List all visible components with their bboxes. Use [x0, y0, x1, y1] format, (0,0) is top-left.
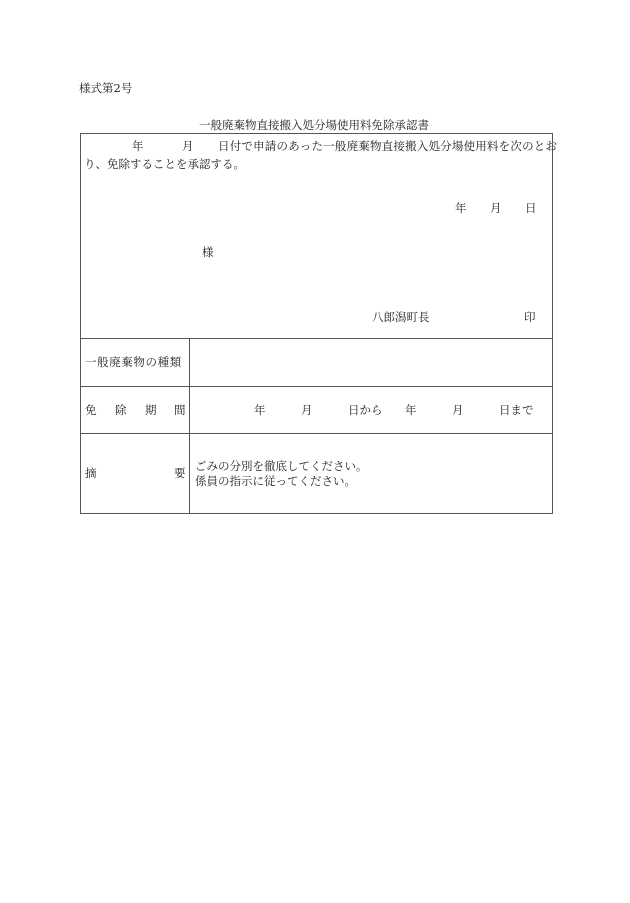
- approval-text-line2: り、免除することを承認する。: [84, 157, 245, 171]
- period-to-month: 月: [452, 403, 464, 417]
- form-number: 様式第2号: [79, 81, 133, 95]
- row-divider: [80, 433, 553, 434]
- application-month: 月: [182, 139, 194, 153]
- addressee-suffix: 様: [202, 245, 214, 259]
- period-from-day: 日から: [348, 403, 383, 417]
- summary-line: ごみの分別を徹底してください。: [195, 459, 368, 473]
- issue-year: 年: [455, 201, 467, 215]
- period-label-char: 免: [85, 403, 97, 417]
- period-label-char: 期: [145, 403, 157, 417]
- summary-label-char: 摘: [85, 466, 97, 480]
- approval-form-table: [80, 133, 553, 514]
- approval-text-line1: 日付で申請のあった一般廃棄物直接搬入処分場使用料を次のとお: [218, 139, 558, 153]
- issue-day: 日: [525, 201, 537, 215]
- issuer-name: 八郎潟町長: [372, 310, 430, 324]
- period-from-month: 月: [301, 403, 313, 417]
- summary-line: 係員の指示に従ってください。: [195, 474, 356, 488]
- period-label-char: 間: [174, 403, 186, 417]
- summary-label-char: 要: [174, 466, 186, 480]
- row-divider: [80, 338, 553, 339]
- period-from-year: 年: [254, 403, 266, 417]
- issue-month: 月: [490, 201, 502, 215]
- period-to-day: 日まで: [499, 403, 534, 417]
- seal-mark: 印: [524, 310, 536, 324]
- period-label-char: 除: [115, 403, 127, 417]
- row-divider: [80, 386, 553, 387]
- document-title: 一般廃棄物直接搬入処分場使用料免除承認書: [199, 118, 429, 132]
- period-to-year: 年: [405, 403, 417, 417]
- waste-type-label: 一般廃棄物の種類: [85, 355, 182, 369]
- application-year: 年: [132, 139, 144, 153]
- column-divider: [189, 338, 190, 513]
